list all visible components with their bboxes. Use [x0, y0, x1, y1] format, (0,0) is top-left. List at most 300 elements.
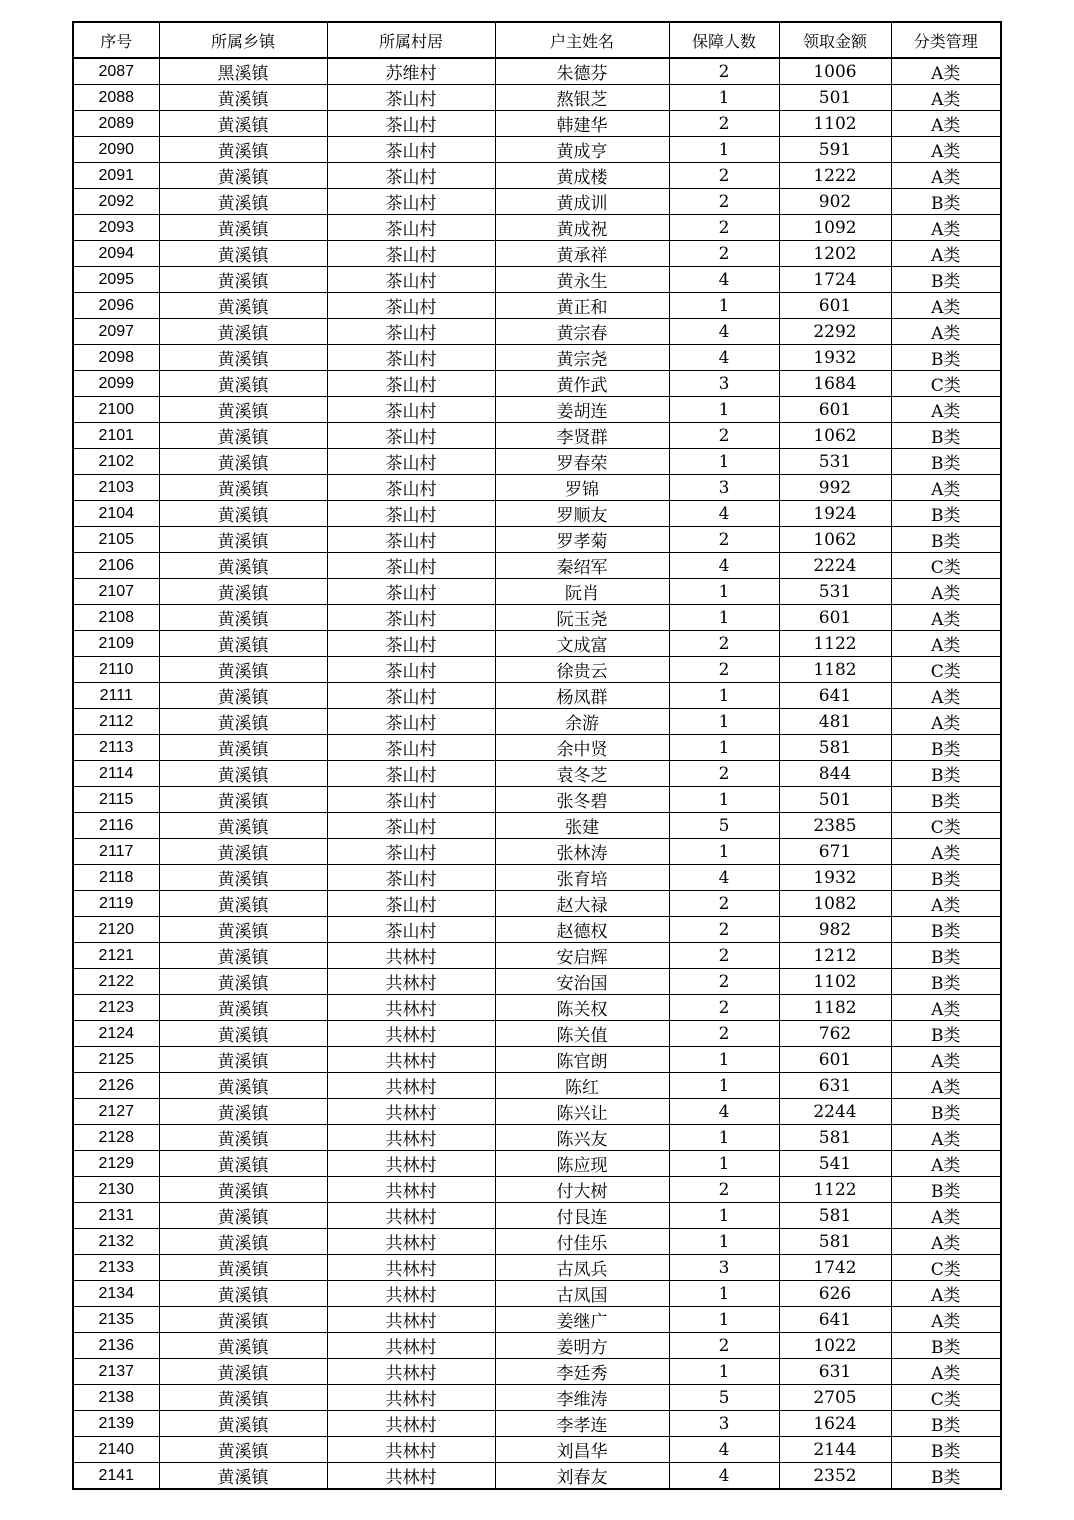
cell-township: 黄溪镇: [159, 371, 327, 397]
cell-township: 黄溪镇: [159, 1099, 327, 1125]
cell-category: A类: [891, 58, 1001, 85]
cell-people-count: 2: [669, 189, 779, 215]
cell-people-count: 2: [669, 163, 779, 189]
cell-category: A类: [891, 579, 1001, 605]
cell-village: 共林村: [327, 1073, 495, 1099]
cell-township: 黄溪镇: [159, 969, 327, 995]
cell-village: 茶山村: [327, 371, 495, 397]
cell-village: 共林村: [327, 1229, 495, 1255]
cell-householder: 李维涛: [495, 1385, 669, 1411]
cell-village: 茶山村: [327, 865, 495, 891]
cell-township: 黄溪镇: [159, 1047, 327, 1073]
cell-village: 共林村: [327, 1125, 495, 1151]
cell-people-count: 1: [669, 1229, 779, 1255]
cell-householder: 赵大禄: [495, 891, 669, 917]
cell-householder: 陈兴让: [495, 1099, 669, 1125]
cell-seq: 2096: [73, 293, 159, 319]
cell-township: 黑溪镇: [159, 58, 327, 85]
cell-village: 共林村: [327, 1021, 495, 1047]
cell-township: 黄溪镇: [159, 1463, 327, 1490]
cell-seq: 2124: [73, 1021, 159, 1047]
table-row: [73, 137, 1001, 163]
cell-amount: 481: [779, 709, 891, 735]
cell-category: B类: [891, 1411, 1001, 1437]
cell-category: C类: [891, 1255, 1001, 1281]
cell-village: 共林村: [327, 969, 495, 995]
cell-householder: 李孝连: [495, 1411, 669, 1437]
table-row: [73, 267, 1001, 293]
cell-seq: 2141: [73, 1463, 159, 1490]
cell-seq: 2140: [73, 1437, 159, 1463]
cell-village: 茶山村: [327, 735, 495, 761]
cell-category: A类: [891, 1151, 1001, 1177]
cell-amount: 1932: [779, 345, 891, 371]
cell-village: 共林村: [327, 1333, 495, 1359]
cell-village: 茶山村: [327, 501, 495, 527]
cell-village: 共林村: [327, 1437, 495, 1463]
cell-householder: 李贤群: [495, 423, 669, 449]
table-row: [73, 85, 1001, 111]
cell-people-count: 2: [669, 657, 779, 683]
cell-amount: 1222: [779, 163, 891, 189]
cell-township: 黄溪镇: [159, 787, 327, 813]
cell-amount: 581: [779, 1125, 891, 1151]
cell-township: 黄溪镇: [159, 1151, 327, 1177]
cell-people-count: 4: [669, 267, 779, 293]
cell-category: A类: [891, 995, 1001, 1021]
cell-seq: 2133: [73, 1255, 159, 1281]
cell-people-count: 1: [669, 1151, 779, 1177]
table-row: [73, 449, 1001, 475]
cell-category: B类: [891, 943, 1001, 969]
cell-people-count: 1: [669, 839, 779, 865]
cell-people-count: 1: [669, 787, 779, 813]
table-row: [73, 1047, 1001, 1073]
cell-village: 共林村: [327, 1151, 495, 1177]
cell-amount: 1102: [779, 969, 891, 995]
cell-category: A类: [891, 1047, 1001, 1073]
cell-amount: 671: [779, 839, 891, 865]
cell-seq: 2128: [73, 1125, 159, 1151]
cell-township: 黄溪镇: [159, 1385, 327, 1411]
cell-category: B类: [891, 865, 1001, 891]
cell-people-count: 3: [669, 475, 779, 501]
cell-village: 共林村: [327, 1255, 495, 1281]
cell-householder: 黄成亨: [495, 137, 669, 163]
cell-amount: 501: [779, 85, 891, 111]
table-row: [73, 813, 1001, 839]
cell-category: A类: [891, 293, 1001, 319]
cell-people-count: 1: [669, 709, 779, 735]
cell-amount: 1092: [779, 215, 891, 241]
cell-township: 黄溪镇: [159, 1281, 327, 1307]
cell-category: A类: [891, 839, 1001, 865]
table-row: [73, 787, 1001, 813]
table-row: [73, 1411, 1001, 1437]
cell-people-count: 1: [669, 1307, 779, 1333]
cell-householder: 付佳乐: [495, 1229, 669, 1255]
table-row: [73, 241, 1001, 267]
cell-seq: 2139: [73, 1411, 159, 1437]
cell-township: 黄溪镇: [159, 917, 327, 943]
cell-seq: 2134: [73, 1281, 159, 1307]
cell-householder: 黄承祥: [495, 241, 669, 267]
cell-township: 黄溪镇: [159, 475, 327, 501]
cell-seq: 2120: [73, 917, 159, 943]
cell-township: 黄溪镇: [159, 1333, 327, 1359]
cell-township: 黄溪镇: [159, 553, 327, 579]
cell-amount: 1212: [779, 943, 891, 969]
cell-amount: 1724: [779, 267, 891, 293]
cell-village: 茶山村: [327, 189, 495, 215]
cell-people-count: 4: [669, 865, 779, 891]
cell-seq: 2093: [73, 215, 159, 241]
cell-householder: 徐贵云: [495, 657, 669, 683]
cell-seq: 2098: [73, 345, 159, 371]
cell-village: 茶山村: [327, 605, 495, 631]
cell-township: 黄溪镇: [159, 735, 327, 761]
cell-amount: 1182: [779, 995, 891, 1021]
cell-amount: 2144: [779, 1437, 891, 1463]
cell-amount: 1202: [779, 241, 891, 267]
cell-amount: 601: [779, 397, 891, 423]
cell-township: 黄溪镇: [159, 1073, 327, 1099]
cell-village: 茶山村: [327, 553, 495, 579]
cell-seq: 2137: [73, 1359, 159, 1385]
cell-village: 茶山村: [327, 319, 495, 345]
cell-village: 茶山村: [327, 631, 495, 657]
cell-seq: 2122: [73, 969, 159, 995]
cell-category: A类: [891, 319, 1001, 345]
cell-township: 黄溪镇: [159, 1411, 327, 1437]
cell-township: 黄溪镇: [159, 1021, 327, 1047]
cell-village: 茶山村: [327, 709, 495, 735]
cell-amount: 631: [779, 1073, 891, 1099]
cell-amount: 1062: [779, 423, 891, 449]
subsidy-table: [72, 21, 1002, 1490]
cell-people-count: 2: [669, 1333, 779, 1359]
cell-category: A类: [891, 1281, 1001, 1307]
table-row: [73, 163, 1001, 189]
cell-seq: 2117: [73, 839, 159, 865]
cell-village: 茶山村: [327, 215, 495, 241]
cell-village: 茶山村: [327, 293, 495, 319]
cell-amount: 1082: [779, 891, 891, 917]
cell-amount: 1624: [779, 1411, 891, 1437]
cell-village: 茶山村: [327, 475, 495, 501]
cell-category: A类: [891, 709, 1001, 735]
cell-amount: 2705: [779, 1385, 891, 1411]
cell-township: 黄溪镇: [159, 85, 327, 111]
cell-householder: 黄成祝: [495, 215, 669, 241]
cell-category: A类: [891, 683, 1001, 709]
cell-village: 共林村: [327, 1177, 495, 1203]
table-row: [73, 891, 1001, 917]
cell-people-count: 1: [669, 1047, 779, 1073]
table-row: [73, 1437, 1001, 1463]
cell-amount: 581: [779, 735, 891, 761]
cell-township: 黄溪镇: [159, 1359, 327, 1385]
cell-householder: 余游: [495, 709, 669, 735]
cell-seq: 2110: [73, 657, 159, 683]
cell-category: A类: [891, 1307, 1001, 1333]
cell-category: B类: [891, 1437, 1001, 1463]
cell-township: 黄溪镇: [159, 657, 327, 683]
cell-people-count: 2: [669, 943, 779, 969]
cell-category: B类: [891, 787, 1001, 813]
cell-village: 茶山村: [327, 397, 495, 423]
table-row: [73, 709, 1001, 735]
cell-householder: 陈官朗: [495, 1047, 669, 1073]
cell-people-count: 4: [669, 319, 779, 345]
cell-category: A类: [891, 1073, 1001, 1099]
cell-people-count: 1: [669, 1281, 779, 1307]
table-row: [73, 1333, 1001, 1359]
cell-seq: 2131: [73, 1203, 159, 1229]
cell-category: B类: [891, 449, 1001, 475]
cell-amount: 1022: [779, 1333, 891, 1359]
cell-amount: 1932: [779, 865, 891, 891]
cell-village: 茶山村: [327, 527, 495, 553]
table-row: [73, 1359, 1001, 1385]
cell-people-count: 1: [669, 1073, 779, 1099]
cell-amount: 601: [779, 1047, 891, 1073]
cell-seq: 2091: [73, 163, 159, 189]
table-row: [73, 969, 1001, 995]
cell-people-count: 2: [669, 891, 779, 917]
cell-amount: 2352: [779, 1463, 891, 1490]
cell-householder: 罗春荣: [495, 449, 669, 475]
cell-category: A类: [891, 241, 1001, 267]
cell-householder: 李廷秀: [495, 1359, 669, 1385]
table-row: [73, 1229, 1001, 1255]
header-category: 分类管理: [891, 22, 1001, 58]
cell-seq: 2103: [73, 475, 159, 501]
cell-people-count: 1: [669, 293, 779, 319]
table-row: [73, 605, 1001, 631]
cell-householder: 袁冬芝: [495, 761, 669, 787]
cell-householder: 安启辉: [495, 943, 669, 969]
cell-householder: 付大树: [495, 1177, 669, 1203]
cell-township: 黄溪镇: [159, 1229, 327, 1255]
cell-amount: 601: [779, 605, 891, 631]
table-row: [73, 475, 1001, 501]
cell-township: 黄溪镇: [159, 189, 327, 215]
table-row: [73, 683, 1001, 709]
cell-householder: 余中贤: [495, 735, 669, 761]
table-row: [73, 1255, 1001, 1281]
cell-seq: 2125: [73, 1047, 159, 1073]
cell-seq: 2107: [73, 579, 159, 605]
cell-seq: 2135: [73, 1307, 159, 1333]
table-row: [73, 1099, 1001, 1125]
cell-village: 茶山村: [327, 267, 495, 293]
cell-people-count: 1: [669, 579, 779, 605]
cell-householder: 秦绍军: [495, 553, 669, 579]
cell-amount: 1102: [779, 111, 891, 137]
cell-village: 共林村: [327, 1099, 495, 1125]
cell-amount: 1006: [779, 58, 891, 85]
cell-householder: 姜明方: [495, 1333, 669, 1359]
table-row: [73, 553, 1001, 579]
cell-category: A类: [891, 475, 1001, 501]
cell-village: 共林村: [327, 995, 495, 1021]
cell-people-count: 3: [669, 371, 779, 397]
cell-people-count: 5: [669, 813, 779, 839]
cell-township: 黄溪镇: [159, 449, 327, 475]
cell-village: 共林村: [327, 943, 495, 969]
cell-seq: 2115: [73, 787, 159, 813]
cell-village: 茶山村: [327, 787, 495, 813]
cell-village: 茶山村: [327, 449, 495, 475]
cell-seq: 2099: [73, 371, 159, 397]
cell-category: B类: [891, 917, 1001, 943]
cell-village: 共林村: [327, 1359, 495, 1385]
cell-seq: 2088: [73, 85, 159, 111]
cell-householder: 安治国: [495, 969, 669, 995]
cell-householder: 张育培: [495, 865, 669, 891]
cell-seq: 2090: [73, 137, 159, 163]
cell-seq: 2121: [73, 943, 159, 969]
cell-people-count: 4: [669, 553, 779, 579]
cell-village: 茶山村: [327, 423, 495, 449]
cell-amount: 2244: [779, 1099, 891, 1125]
cell-people-count: 3: [669, 1255, 779, 1281]
cell-seq: 2104: [73, 501, 159, 527]
cell-category: B类: [891, 501, 1001, 527]
cell-township: 黄溪镇: [159, 579, 327, 605]
cell-village: 共林村: [327, 1411, 495, 1437]
cell-category: C类: [891, 813, 1001, 839]
cell-seq: 2123: [73, 995, 159, 1021]
cell-amount: 591: [779, 137, 891, 163]
cell-people-count: 2: [669, 761, 779, 787]
cell-amount: 2292: [779, 319, 891, 345]
cell-householder: 姜胡连: [495, 397, 669, 423]
cell-seq: 2109: [73, 631, 159, 657]
cell-category: B类: [891, 969, 1001, 995]
table-row: [73, 1307, 1001, 1333]
cell-people-count: 5: [669, 1385, 779, 1411]
table-row: [73, 943, 1001, 969]
cell-township: 黄溪镇: [159, 215, 327, 241]
cell-people-count: 1: [669, 137, 779, 163]
cell-seq: 2111: [73, 683, 159, 709]
cell-township: 黄溪镇: [159, 995, 327, 1021]
cell-householder: 罗顺友: [495, 501, 669, 527]
cell-amount: 501: [779, 787, 891, 813]
cell-amount: 531: [779, 449, 891, 475]
cell-category: A类: [891, 605, 1001, 631]
cell-amount: 762: [779, 1021, 891, 1047]
cell-category: B类: [891, 1099, 1001, 1125]
cell-village: 茶山村: [327, 683, 495, 709]
cell-category: B类: [891, 1177, 1001, 1203]
cell-township: 黄溪镇: [159, 267, 327, 293]
cell-village: 共林村: [327, 1047, 495, 1073]
cell-amount: 992: [779, 475, 891, 501]
cell-people-count: 2: [669, 111, 779, 137]
cell-householder: 黄宗春: [495, 319, 669, 345]
cell-people-count: 2: [669, 215, 779, 241]
table-row: [73, 501, 1001, 527]
cell-village: 茶山村: [327, 657, 495, 683]
cell-seq: 2095: [73, 267, 159, 293]
table-row: [73, 1385, 1001, 1411]
cell-seq: 2113: [73, 735, 159, 761]
table-row: [73, 397, 1001, 423]
cell-township: 黄溪镇: [159, 761, 327, 787]
cell-householder: 黄作武: [495, 371, 669, 397]
cell-category: A类: [891, 111, 1001, 137]
table-row: [73, 293, 1001, 319]
cell-people-count: 2: [669, 527, 779, 553]
cell-category: C类: [891, 657, 1001, 683]
cell-people-count: 2: [669, 58, 779, 85]
cell-township: 黄溪镇: [159, 1177, 327, 1203]
header-seq: 序号: [73, 22, 159, 58]
cell-householder: 张林涛: [495, 839, 669, 865]
cell-people-count: 4: [669, 345, 779, 371]
table-row: [73, 657, 1001, 683]
cell-township: 黄溪镇: [159, 605, 327, 631]
cell-householder: 刘昌华: [495, 1437, 669, 1463]
cell-seq: 2100: [73, 397, 159, 423]
cell-township: 黄溪镇: [159, 709, 327, 735]
cell-householder: 罗锦: [495, 475, 669, 501]
cell-amount: 531: [779, 579, 891, 605]
cell-amount: 982: [779, 917, 891, 943]
cell-township: 黄溪镇: [159, 501, 327, 527]
table-row: [73, 1281, 1001, 1307]
cell-category: B类: [891, 527, 1001, 553]
cell-people-count: 2: [669, 969, 779, 995]
cell-householder: 杨凤群: [495, 683, 669, 709]
table-row: [73, 579, 1001, 605]
cell-township: 黄溪镇: [159, 813, 327, 839]
table-row: [73, 215, 1001, 241]
cell-township: 黄溪镇: [159, 345, 327, 371]
cell-seq: 2118: [73, 865, 159, 891]
cell-seq: 2094: [73, 241, 159, 267]
cell-amount: 641: [779, 1307, 891, 1333]
cell-householder: 韩建华: [495, 111, 669, 137]
cell-village: 茶山村: [327, 345, 495, 371]
cell-category: A类: [891, 1203, 1001, 1229]
cell-householder: 朱德芬: [495, 58, 669, 85]
header-village: 所属村居: [327, 22, 495, 58]
table-row: [73, 371, 1001, 397]
cell-seq: 2138: [73, 1385, 159, 1411]
cell-category: B类: [891, 1333, 1001, 1359]
cell-seq: 2116: [73, 813, 159, 839]
cell-people-count: 2: [669, 1021, 779, 1047]
cell-township: 黄溪镇: [159, 1203, 327, 1229]
cell-seq: 2129: [73, 1151, 159, 1177]
cell-amount: 581: [779, 1203, 891, 1229]
cell-householder: 罗孝菊: [495, 527, 669, 553]
cell-village: 苏维村: [327, 58, 495, 85]
cell-category: A类: [891, 891, 1001, 917]
cell-township: 黄溪镇: [159, 865, 327, 891]
cell-seq: 2105: [73, 527, 159, 553]
table-row: [73, 1021, 1001, 1047]
cell-village: 共林村: [327, 1281, 495, 1307]
cell-seq: 2108: [73, 605, 159, 631]
cell-category: A类: [891, 137, 1001, 163]
cell-householder: 古凤兵: [495, 1255, 669, 1281]
cell-category: A类: [891, 1125, 1001, 1151]
